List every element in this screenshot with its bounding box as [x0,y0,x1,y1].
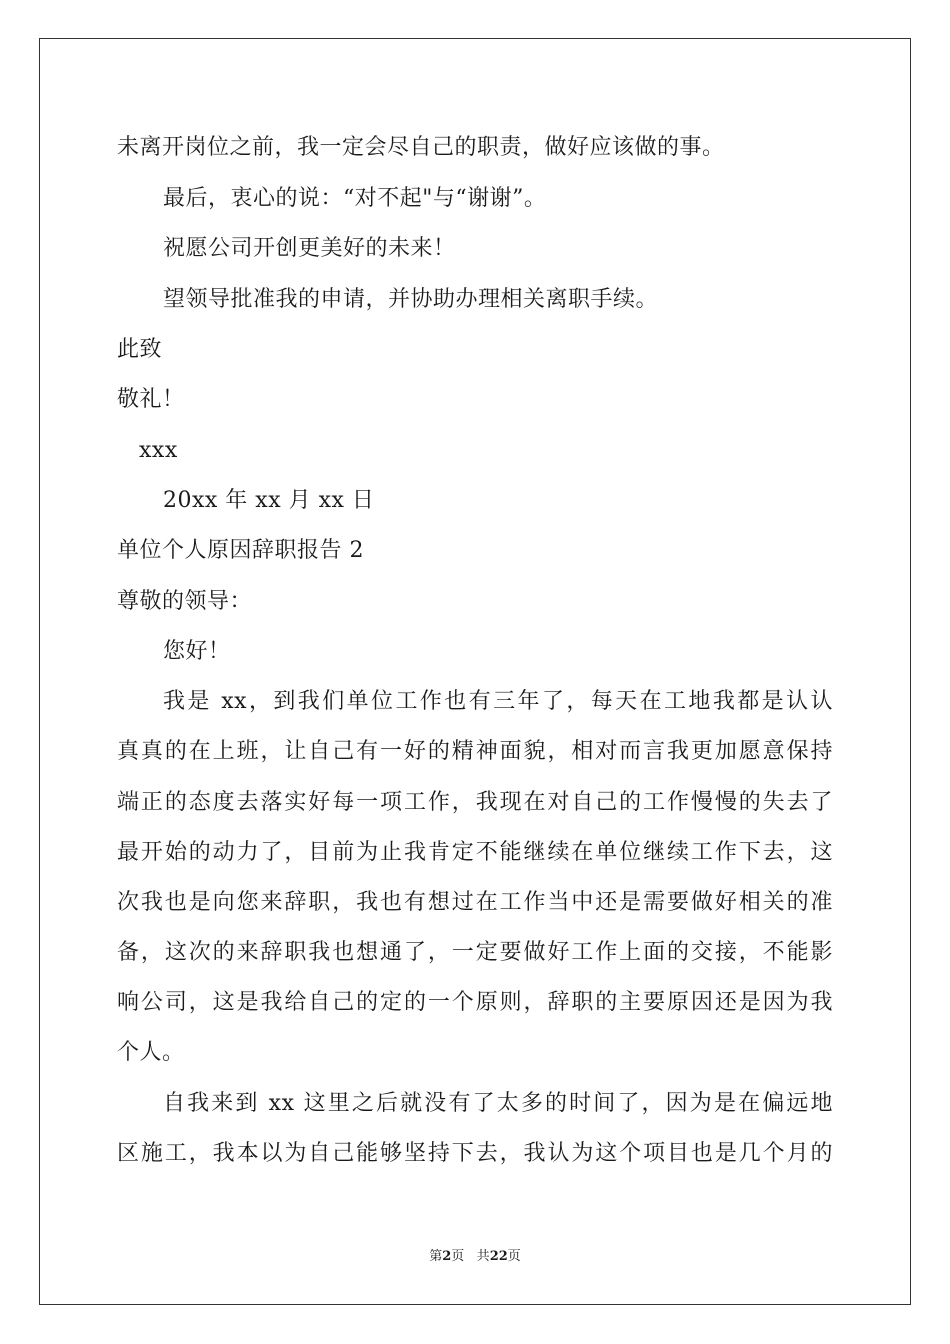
paragraph-line: 端正的态度去落实好每一项工作，我现在对自己的工作慢慢的失去了 [117,790,833,815]
salutation-closing: 此致 [117,337,163,362]
paragraph-line: 自我来到 xx 这里之后就没有了太多的时间了，因为是在偏远地 [163,1091,833,1116]
body-line: 望领导批准我的申请，并协助办理相关离职手续。 [163,287,659,312]
paragraph-line: 最开始的动力了，目前为止我肯定不能继续在单位继续工作下去，这 [117,840,833,865]
signature-date: 20xx 年 xx 月 xx 日 [163,488,375,513]
paragraph-line: 备，这次的来辞职我也想通了，一定要做好工作上面的交接，不能影 [117,940,833,965]
page-prefix: 第 [429,1249,443,1264]
page-suffix: 页 [451,1249,465,1264]
body-line: 祝愿公司开创更美好的未来！ [163,236,456,261]
page-footer [0,1248,950,1266]
paragraph-line: 响公司，这是我给自己的定的一个原则，辞职的主要原因还是因为我 [117,990,833,1015]
paragraph-line: 真真的在上班，让自己有一好的精神面貌，相对而言我更加愿意保持 [117,739,833,764]
body-line: 最后，衷心的说：“对不起"与“谢谢”。 [163,186,547,211]
total-pages: 22 [489,1249,508,1264]
paragraph-line: 次我也是向您来辞职，我也有想过在工作当中还是需要做好相关的准 [117,890,833,915]
greeting: 您好！ [163,639,231,664]
section-title: 单位个人原因辞职报告 2 [117,538,364,563]
paragraph-line: 我是 xx，到我们单位工作也有三年了，每天在工地我都是认认 [163,689,833,714]
signature-name: xxx [139,438,178,463]
salutation-regards: 敬礼！ [117,387,185,412]
body-line: 未离开岗位之前，我一定会尽自己的职责，做好应该做的事。 [117,135,725,160]
paragraph-line: 个人。 [117,1040,185,1065]
total-prefix: 共 [476,1249,490,1264]
page-number: 2 [442,1249,452,1264]
greeting-recipient: 尊敬的领导： [117,589,253,614]
paragraph-line: 区施工，我本以为自己能够坚持下去，我认为这个项目也是几个月的 [117,1141,833,1166]
total-suffix: 页 [507,1249,521,1264]
